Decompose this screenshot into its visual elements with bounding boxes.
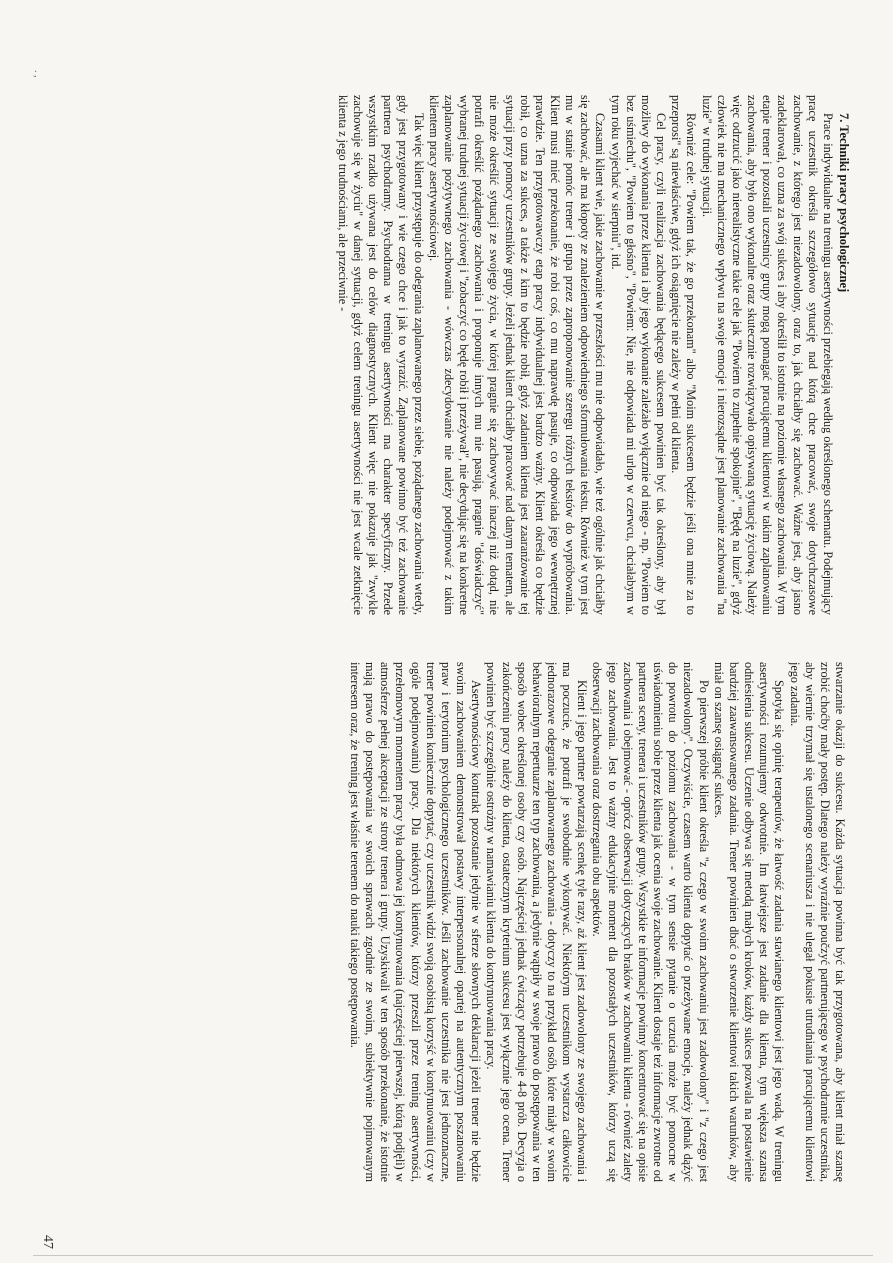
page-number: 47 xyxy=(40,1235,55,1249)
paragraph: Również cele: "Powiem tak, że go przekonam" albo "Moim sukcesem będzie jeśli ona mnie za to przeprosi" są niewłaściwe, gdyż ich osiągnięcie nie zależy w pełni od klienta. xyxy=(669,95,699,615)
scan-marks: . , xyxy=(32,70,43,78)
paragraph: Prace indywidualne na treningu asertywności przebiegają według określonego schematu. Podejmujący pracę uczestnik określa szczegółowo sytuację nad którą chce pracować, swoje dotychczasowe zachowanie, z którego jest niezadowolony, oraz to, jak chciałby się zachować. Ważne jest, aby jasno zadeklarował, co uzna za swój sukces i aby określił to istotnie na poziomie własnego zachowania. W tym etapie trener i pozostali uczestnicy grupy mogą pomagać pracującemu klientowi w takim zaplanowaniu zachowania, aby było ono wykonalne oraz skutecznie rozwiązywało opisywaną sytuację życiową. Należy więc odrzucić jako nierealistyczne takie cele jak "Powiem to zupełnie spokojnie", "Będę na luzie", gdyż człowiek nie ma mechanicznego wpływu na swoje emocje i nierozsądne jest planowanie zachowania "na luzie" w trudnej sytuacji. xyxy=(699,95,835,615)
paragraph: Cel pracy, czyli realizacja zachowania będącego sukcesem powinien być tak określony, aby był możliwy do wykonania przez klienta i aby jego wykonanie zależało wyłącznie od niego - np. "Powiem to bez uśmiechu", "Powiem to głośno", "Powiem: Nie, nie odpowiada mi urlop w czerwcu, chciałabym w tym roku wyjechać w sierpniu", itd. xyxy=(608,95,669,615)
paragraph-continuation: stwarzanie okazji do sukcesu. Każda sytuacja powinna być tak przygotowana, aby klient miał szansę zrobić choćby mały postęp. Dlatego należy wyraźnie poučzyć partnerującego w psychodramie uczestnika, aby wiernie trzymał się ustalonego scenariusza i nie ulegał pokusie utrudniania pracującemu klientowi jego zadania. xyxy=(787,662,847,1182)
paragraph: Klient i jego partner powtarzają scenkę tyle razy, aż klient jest zadowolony ze swojego zachowania i ma poczucie, że potrafi je swobodnie wykonywać. Niektórym uczestnikom wystarcza całkowicie jednorazowe odegranie zaplanowanego zachowania - dotyczy to na przykład osób, które miały w swoim behawioralnym repertuarze ten typ zachowania, a jedynie wątpiły w swoje prawo do postępowania w ten sposób wobec określonej osoby czy osób. Najczęściej jednak ćwiczący potrzebuje 4-8 prób. Decyzja o zakończeniu pracy należy do klienta, ostatecznym kryterium sukcesu jest wyłącznie jego ocena. Trener powinien być szczególnie ostrożny w namawianiu klienta do kontynuowania pracy. xyxy=(484,662,590,1182)
paragraph: Asertywnościowy kontrakt pozostanie jedynie w sferze słownych deklaracji jeżeli trener nie będzie swoim zachowaniem demonstrował postawy interpersonalnej opartej na autentycznym poszanowaniu praw i terytorium psychologicznego uczestników. Jeśli zachowanie uczestnika nie jest jednoznaczne, trener powinien koniecznie dopytać, czy uczestnik widzi swoją osobistą korzyść w kontynuowaniu (czy w ogóle podejmowaniu) pracy. Dla niektórych klientów, którzy przeszli przez trening asertywności, przełomowym momentem pracy była odmowa jej kontynuowania (najczęściej pierwszej, którą podjęli) w atmosferze pełnej akceptacji ze strony trenera i grupy. Uzyskiwali w ten sposób przekonanie, że istotnie mają prawo do postępowania w swoich sprawach zgodnie ze swoim, subiektywnie pojmowanym interesem oraz, że trening jest właśnie terenem do nauki takiego postępowania. xyxy=(348,662,484,1182)
paragraph: Spotyka się opinię terapeutów, że łatwość zadania stawianego klientowi jest jego wadą. W treningu asertywności rozumujemy odwrotnie. Im łatwiejsze jest zadanie dla klienta, tym większa szansa odniesienia sukcesu. Uczenie odbywa się metodą małych kroków, każdy sukces pozwala na postawienie bardziej zaawansowanego zadania. Trener powinien dbać o stworzenie klientowi takich warunków, aby miał on szansę osiągnąć sukces. xyxy=(711,662,787,1182)
right-text-column xyxy=(47,662,847,1182)
paragraph: Po pierwszej próbie klient określa "z czego w swoim zachowaniu jest zadowolony" i "z czego jest niezadowolony". Oczywiście, czasem warto klienta dopytać o przeżywane emocje, należy jednak dążyć do powrotu do poziomu zachowania - w tym sensie pytanie o uczucia może być pomocne w uświadomieniu sobie przez klienta jak ocenia swoje zachowanie. Klient dostaje też informacje zwrotne od partnera sceny, trenera i uczestników grupy. Wszystkie te informacje powinny koncentrować się na opisie zachowania i obejmować - oprócz obserwacji dotyczących braków w zachowaniu klienta - również zalety jego zachowania. Jest to ważny edukacyjnie moment dla pozostałych uczestników, którzy uczą się obserwacji zachowania oraz dostrzegania obu aspektów. xyxy=(590,662,711,1182)
left-text-column xyxy=(36,95,851,615)
paragraph: Tak więc klient przystępuje do odegrania zaplanowanego przez siebie, pożądanego zachowania wtedy, gdy jest przygotowany i wie czego chce i jak to wyrazić. Zaplanowane powinno być też zachowanie partnera psychodramy. Psychodrama w treningu asertywności ma charakter specyficzny. Przede wszystkim rzadko używana jest do celów diagnostycznych. Klient więc nie pokazuje jak "zwykle zachowuje się w życiu" w danej sytuacji, gdyż celem treningu asertywności nie jest wcale zetknięcie klienta z jego trudnościami, ale przeciwnie - xyxy=(335,95,426,615)
section-heading: 7. Techniki pracy psychologicznej xyxy=(837,113,851,293)
paragraph: Czasami klient wie, jakie zachowanie w przeszłości mu nie odpowiadało, wie też ogólnie jak chciałby się zachować, ale ma kłopoty ze znalezieniem odpowiedniego sformułowania tekstu. Również w tym jest mu w stanie pomóc trener i grupa przez zaproponowanie szeregu różnych tekstów do wypróbowania. Klient musi mieć przekonanie, że robi coś, co mu naprawdę pasuje, co odpowiada jego wewnętrznej prawdzie. Ten przygotowawczy etap pracy indywidualnej jest bardzo ważny. Klient określa co będzie robił, co uzna za sukces, a także z kim to będzie robił, gdyż zadaniem klienta jest zaaranżowanie tej sytuacji przy pomocy uczestników grupy. Jeżeli jednak klient chciałby pracować nad danym tematem, ale nie może określić sytuacji ze swojego życia, w której pragnie się zachowywać inaczej niż dotąd, nie potrafi określić pożądanego zachowania i proponuje innych mu nie pasują, pragnie "doświadczyć" wybranej trudnej sytuacji życiowej i "zobaczyć co będę robił i przeżywał", nie decydując się na konkretne zaplanowanie pożytywnego zachowania - wówczas zdecydowanie nie należy podejmować z takim klientem pracy asertywnościowej. xyxy=(426,95,608,615)
page-edge-line xyxy=(33,1255,873,1256)
